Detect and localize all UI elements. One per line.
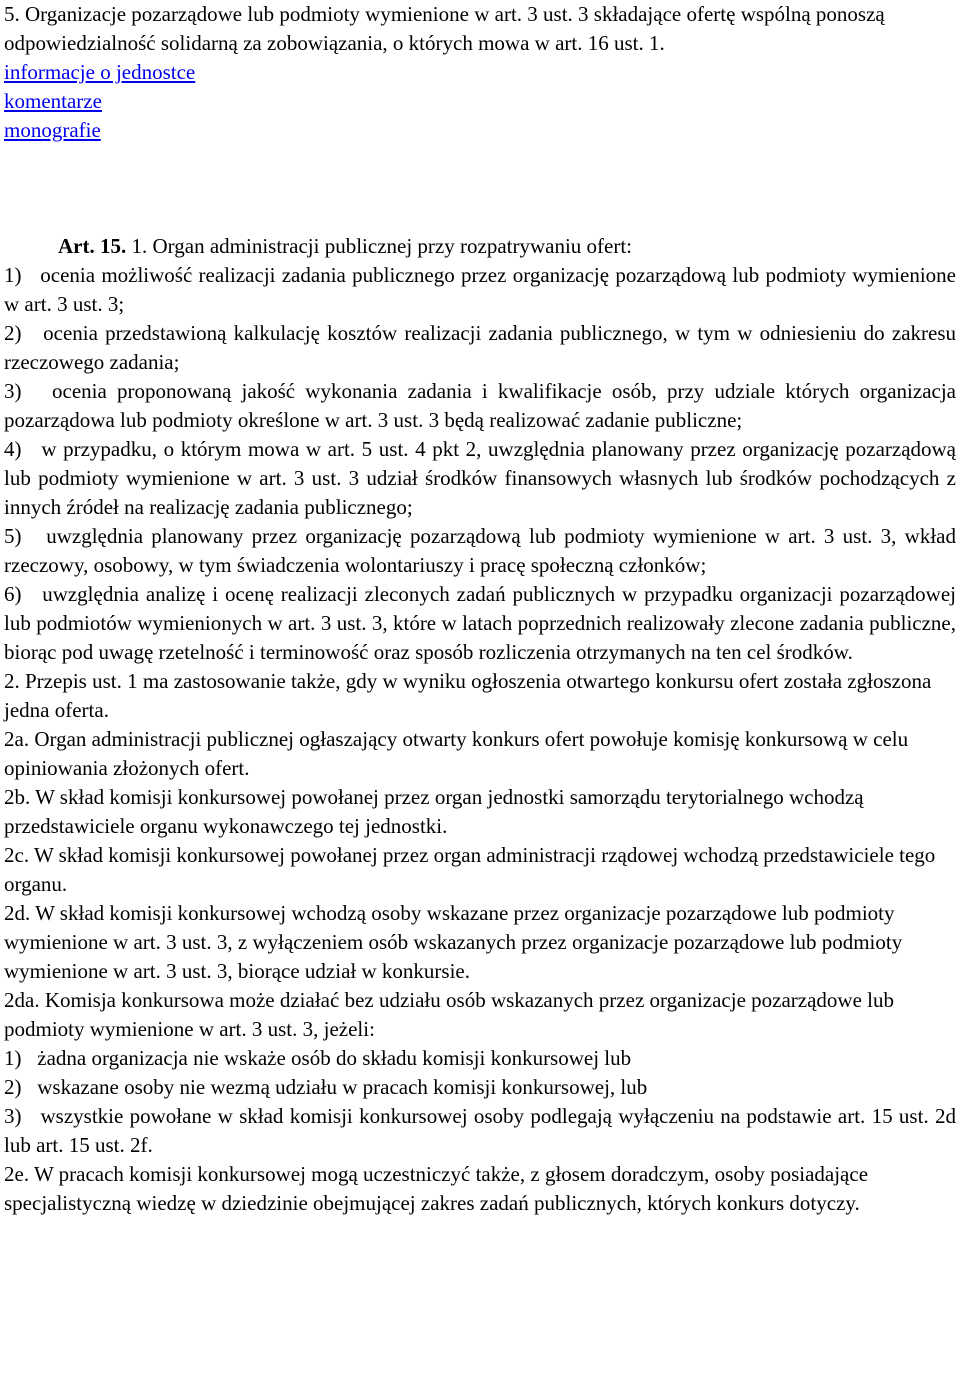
related-links — [4, 58, 956, 145]
list-item — [4, 435, 956, 522]
paragraph-2a: 2a. Organ administracji publicznej ogłaszający otwarty konkurs ofert powołuje komisję konkursową w celu opiniowania złożonych ofert. — [4, 727, 909, 780]
list-item — [4, 377, 956, 435]
item-text: uwzględnia analizę i ocenę realizacji zleconych zadań publicznych w przypadku organizacji pozarządowej lub podmiotów wymienionych w art. 3 ust. 3, które w latach poprzednich realizowały zlecone zadania publiczne, biorąc pod uwagę rzetelność i terminowość oraz sposób rozliczenia otrzymanych na ten cel środków. — [4, 582, 956, 664]
item-number: 3) — [4, 1104, 22, 1128]
paragraph-2d: 2d. W skład komisji konkursowej wchodzą osoby wskazane przez organizacje pozarządowe lub podmioty wymienione w art. 3 ust. 3, z wyłączeniem osób wskazanych przez organizacje pozarządowe lub podmioty wymienione w art. 3 ust. 3, biorące udział w konkursie. — [4, 901, 903, 983]
list-item — [4, 1102, 956, 1160]
item-number: 2) — [4, 1075, 22, 1099]
paragraph-2: 2. Przepis ust. 1 ma zastosowanie także, gdy w wyniku ogłoszenia otwartego konkursu ofert została zgłoszona jedna oferta. — [4, 669, 932, 722]
link-komentarze[interactable]: komentarze — [4, 89, 102, 113]
intro-paragraph: 5. Organizacje pozarządowe lub podmioty wymienione w art. 3 ust. 3 składające ofertę wspólną ponoszą odpowiedzialność solidarną za zobowiązania, o których mowa w art. 16 ust. 1. — [4, 2, 885, 55]
paragraph-2e: 2e. W pracach komisji konkursowej mogą uczestniczyć także, z głosem doradczym, osoby posiadające specjalistyczną wiedzę w dziedzinie obejmującej zakres zadań publicznych, których konkurs dotyczy. — [4, 1162, 869, 1215]
item-number: 1) — [4, 263, 22, 287]
list-item — [4, 1073, 956, 1102]
list-item — [4, 522, 956, 580]
article-label: Art. 15. — [58, 234, 127, 258]
list-item — [4, 319, 956, 377]
item-number: 5) — [4, 524, 22, 548]
article-first-paragraph: 1. Organ administracji publicznej przy rozpatrywaniu ofert: — [131, 234, 633, 258]
paragraph-2da: 2da. Komisja konkursowa może działać bez udziału osób wskazanych przez organizacje pozarządowe lub podmioty wymienione w art. 3 ust. 3, jeżeli: — [4, 988, 894, 1041]
list-item — [4, 1044, 956, 1073]
item-text: wszystkie powołane w skład komisji konkursowej osoby podlegają wyłączeniu na podstawie art. 15 ust. 2d lub art. 15 ust. 2f. — [4, 1104, 957, 1157]
paragraph-2c: 2c. W skład komisji konkursowej powołanej przez organ administracji rządowej wchodzą przedstawiciele tego organu. — [4, 843, 936, 896]
spacer — [4, 145, 956, 232]
item-number: 3) — [4, 379, 22, 403]
item-text: ocenia przedstawioną kalkulację kosztów realizacji zadania publicznego, w tym w odniesieniu do zakresu rzeczowego zadania; — [4, 321, 956, 374]
item-number: 1) — [4, 1046, 22, 1070]
condition-items-list — [4, 1044, 956, 1160]
item-text: w przypadku, o którym mowa w art. 5 ust. 4 pkt 2, uwzględnia planowany przez organizację pozarządową lub podmioty wymienione w art. 3 ust. 3 udział środków finansowych własnych lub środków pochodzących z innych źródeł na realizację zadania publicznego; — [4, 437, 957, 519]
link-informacje-o-jednostce[interactable]: informacje o jednostce — [4, 60, 196, 84]
item-text: żadna organizacja nie wskaże osób do składu komisji konkursowej lub — [37, 1046, 632, 1070]
article-items-list — [4, 261, 956, 667]
item-text: uwzględnia planowany przez organizację pozarządową lub podmioty wymienione w art. 3 ust. 3, wkład rzeczowy, osobowy, w tym świadczenia wolontariuszy i pracę społeczną członków; — [4, 524, 956, 577]
item-text: ocenia możliwość realizacji zadania publicznego przez organizację pozarządową lub podmioty wymienione w art. 3 ust. 3; — [4, 263, 957, 316]
article-heading — [4, 232, 956, 261]
list-item — [4, 261, 956, 319]
item-number: 4) — [4, 437, 22, 461]
item-text: ocenia proponowaną jakość wykonania zadania i kwalifikacje osób, przy udziale których organizacja pozarządowa lub podmioty określone w art. 3 ust. 3 będą realizować zadanie publiczne; — [4, 379, 956, 432]
list-item — [4, 580, 956, 667]
item-number: 6) — [4, 582, 22, 606]
item-text: wskazane osoby nie wezmą udziału w pracach komisji konkursowej, lub — [37, 1075, 648, 1099]
item-number: 2) — [4, 321, 22, 345]
link-monografie[interactable]: monografie — [4, 118, 101, 142]
paragraph-2b: 2b. W skład komisji konkursowej powołanej przez organ jednostki samorządu terytorialnego wchodzą przedstawiciele organu wykonawczego tej jednostki. — [4, 785, 864, 838]
